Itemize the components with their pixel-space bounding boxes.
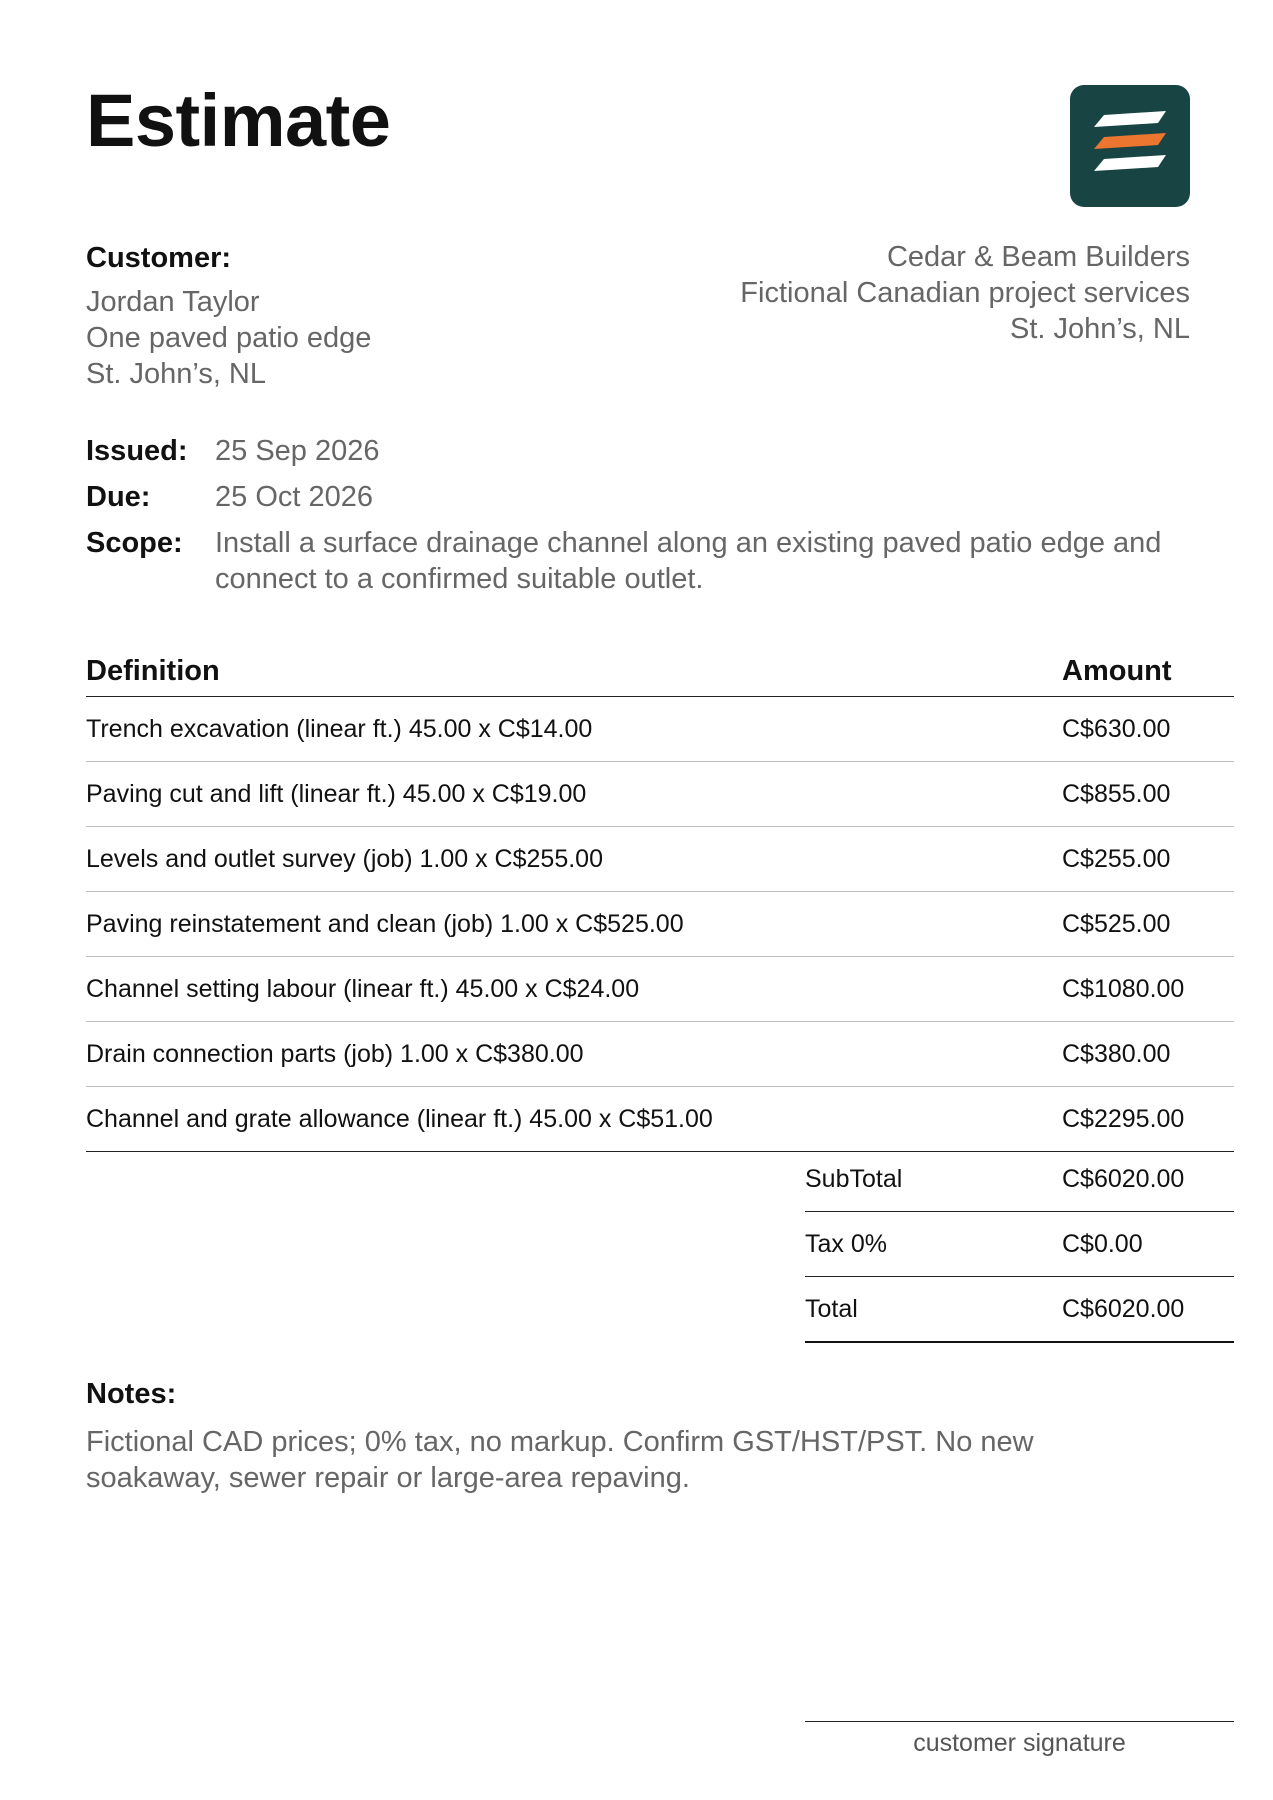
total-row: [805, 1277, 1234, 1343]
tax-label: Tax 0%: [805, 1229, 887, 1258]
subtotal-value: C$6020.00: [1062, 1164, 1185, 1193]
table-row: [86, 827, 1234, 892]
notes-text: Fictional CAD prices; 0% tax, no markup. Confirm GST/HST/PST. No new soakaway, sewer repair or large-area repaving.: [86, 1426, 1034, 1494]
item-amount: C$255.00: [1062, 827, 1234, 892]
estimate-meta: [86, 433, 1236, 607]
customer-name: Jordan Taylor: [86, 286, 260, 318]
table-row: [86, 762, 1234, 827]
due-date: 25 Oct 2026: [215, 481, 373, 513]
issued-row: [86, 433, 1236, 469]
scope-text: Install a surface drainage channel along an existing paved patio edge and connect to a confirmed suitable outlet.: [215, 527, 1162, 595]
table-row: [86, 1022, 1234, 1087]
company-details: [550, 239, 1190, 347]
issued-date: 25 Sep 2026: [215, 435, 380, 467]
item-amount: C$525.00: [1062, 892, 1234, 957]
signature-line[interactable]: [805, 1721, 1234, 1722]
signature-label: customer signature: [913, 1729, 1126, 1757]
logo-graphic: [1070, 85, 1190, 207]
total-label: Total: [805, 1294, 858, 1323]
item-definition: Trench excavation (linear ft.) 45.00 x C$14.00: [86, 697, 1062, 762]
item-amount: C$1080.00: [1062, 957, 1234, 1022]
customer-details: [86, 284, 371, 392]
company-location: St. John’s, NL: [1009, 313, 1190, 345]
item-definition: Channel setting labour (linear ft.) 45.00 x C$24.00: [86, 957, 1062, 1022]
subtotal-row: [805, 1147, 1234, 1212]
item-amount: C$380.00: [1062, 1022, 1234, 1087]
item-amount: C$855.00: [1062, 762, 1234, 827]
item-definition: Paving reinstatement and clean (job) 1.00 x C$525.00: [86, 892, 1062, 957]
document-title: Estimate: [86, 79, 391, 162]
total-value: C$6020.00: [1062, 1294, 1185, 1323]
customer-label: Customer:: [86, 242, 232, 274]
scope-row: [86, 525, 1236, 597]
totals-block: [805, 1147, 1234, 1343]
item-amount: C$630.00: [1062, 697, 1234, 762]
definition-header: Definition: [86, 650, 1062, 697]
line-items-table: [86, 650, 1234, 1152]
company-name: Cedar & Beam Builders: [886, 241, 1190, 273]
table-header-row: [86, 650, 1234, 697]
due-row: [86, 479, 1236, 515]
notes-label: Notes:: [86, 1378, 177, 1410]
item-definition: Channel and grate allowance (linear ft.) 45.00 x C$51.00: [86, 1087, 1062, 1152]
issued-label: Issued:: [86, 435, 188, 467]
tax-row: [805, 1212, 1234, 1277]
company-tagline: Fictional Canadian project services: [740, 277, 1190, 309]
table-row: [86, 1087, 1234, 1152]
amount-header: Amount: [1062, 650, 1234, 697]
table-row: [86, 957, 1234, 1022]
scope-label: Scope:: [86, 527, 183, 559]
due-label: Due:: [86, 481, 151, 513]
tax-value: C$0.00: [1062, 1229, 1143, 1258]
table-row: [86, 697, 1234, 762]
customer-location: St. John’s, NL: [86, 358, 267, 390]
table-row: [86, 892, 1234, 957]
subtotal-label: SubTotal: [805, 1164, 903, 1193]
customer-project: One paved patio edge: [86, 322, 372, 354]
layered-planks-logo-icon: [1070, 85, 1190, 207]
item-definition: Drain connection parts (job) 1.00 x C$380.00: [86, 1022, 1062, 1087]
item-amount: C$2295.00: [1062, 1087, 1234, 1152]
item-definition: Levels and outlet survey (job) 1.00 x C$255.00: [86, 827, 1062, 892]
item-definition: Paving cut and lift (linear ft.) 45.00 x C$19.00: [86, 762, 1062, 827]
